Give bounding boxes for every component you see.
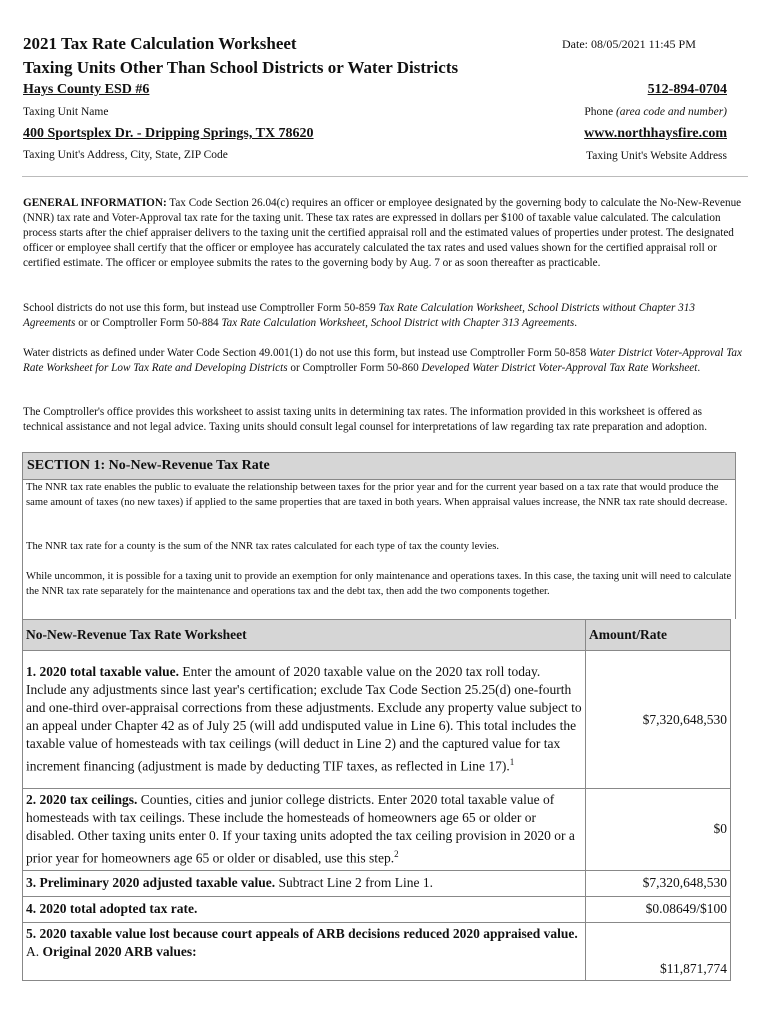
taxing-unit-name-label: Taxing Unit Name bbox=[23, 106, 109, 118]
comptroller-note: The Comptroller's office provides this worksheet to assist taxing units in determining tax rates. The information provided in this worksheet is offered as technical assistance and not legal advice. Taxing units should consult legal counsel for interpretations of law regarding tax rate preparation and adoption. bbox=[23, 406, 708, 433]
section-1-intro bbox=[22, 479, 736, 619]
line-4-amount: $0.08649/$100 bbox=[586, 896, 731, 922]
table-row bbox=[23, 651, 731, 789]
nnr-worksheet-table bbox=[22, 619, 731, 981]
table-row bbox=[23, 896, 731, 922]
header-divider bbox=[22, 176, 748, 177]
line-1-amount: $7,320,648,530 bbox=[586, 651, 731, 789]
school-districts-note: School districts do not use this form, but instead use Comptroller Form 50-859 Tax Rate Calculation Worksheet, School Districts without Chapter 313 Agreements or or Comptroller Form 50-884 Tax Rate Calculation Worksheet, School District with Chapter 313 Agreements. bbox=[23, 302, 695, 329]
line-3-description: 3. Preliminary 2020 adjusted taxable value. Subtract Line 2 from Line 1. bbox=[23, 870, 586, 896]
line-4-description: 4. 2020 total adopted tax rate. bbox=[23, 896, 586, 922]
line-2-amount: $0 bbox=[586, 789, 731, 871]
phone-number: 512-894-0704 bbox=[647, 82, 727, 97]
date-stamp: Date: 08/05/2021 11:45 PM bbox=[562, 37, 696, 51]
table-row bbox=[23, 922, 731, 980]
table-row bbox=[23, 870, 731, 896]
taxing-unit-name: Hays County ESD #6 bbox=[23, 82, 150, 97]
phone-label: Phone (area code and number) bbox=[584, 106, 727, 118]
column-header-amount: Amount/Rate bbox=[586, 620, 731, 651]
table-header-row bbox=[23, 620, 731, 651]
section-1-heading: SECTION 1: No-New-Revenue Tax Rate bbox=[22, 452, 736, 480]
website-label: Taxing Unit's Website Address bbox=[586, 150, 727, 162]
taxing-unit-address: 400 Sportsplex Dr. - Dripping Springs, TX 78620 bbox=[23, 126, 314, 141]
section-1-paragraph: While uncommon, it is possible for a taxing unit to provide an exemption for only maintenance and operations taxes. In this case, the taxing unit will need to calculate the NNR tax rate separately for the maintenance and operations tax and the debt tax, then add the two components together. bbox=[26, 571, 732, 597]
column-header-description: No-New-Revenue Tax Rate Worksheet bbox=[23, 620, 586, 651]
section-1-paragraph: The NNR tax rate enables the public to evaluate the relationship between taxes for the prior year and for the current year based on a tax rate that would produce the same amount of taxes (no new taxes) if applied to the same properties that are taxed in both years. When appraisal values increase, the NNR tax rate should decrease. bbox=[26, 482, 728, 508]
section-1-paragraph: The NNR tax rate for a county is the sum of the NNR tax rates calculated for each type of tax the county levies. bbox=[26, 541, 500, 552]
worksheet-title: 2021 Tax Rate Calculation Worksheet bbox=[23, 34, 297, 53]
table-row bbox=[23, 789, 731, 871]
taxing-unit-address-label: Taxing Unit's Address, City, State, ZIP Code bbox=[23, 149, 228, 161]
worksheet-subtitle: Taxing Units Other Than School Districts or Water Districts bbox=[23, 58, 459, 77]
line-3-amount: $7,320,648,530 bbox=[586, 870, 731, 896]
line-5-description: 5. 2020 taxable value lost because court appeals of ARB decisions reduced 2020 appraised value. A. Original 2020 ARB values: bbox=[23, 922, 586, 980]
water-districts-note: Water districts as defined under Water Code Section 49.001(1) do not use this form, but instead use Comptroller Form 50-858 Water District Voter-Approval Tax Rate Worksheet for Low Tax Rate and Developing Districts or Comptroller Form 50-860 Developed Water District Voter-Approval Tax Rate Worksheet. bbox=[23, 347, 742, 374]
general-information: GENERAL INFORMATION: Tax Code Section 26.04(c) requires an officer or employee designated by the governing body to calculate the No-New-Revenue (NNR) tax rate and Voter-Approval tax rate for the taxing unit. These tax rates are expressed in dollars per $100 of taxable value calculated. The calculation process starts after the chief appraiser delivers to the taxing unit the certified appraisal roll and the estimated values of properties under protest. The designated officer or employee shall certify that the officer or employee has accurately calculated the tax rates and used values shown for the certified appraisal roll or certified estimate. The officer or employee submits the rates to the governing body by Aug. 7 or as soon thereafter as practicable. bbox=[23, 197, 742, 269]
line-1-description: 1. 2020 total taxable value. Enter the amount of 2020 taxable value on the 2020 tax roll today. Include any adjustments since last year's certification; exclude Tax Code Section 25.25(d) one-fourth and one-third over-appraisal corrections from these adjustments. Exclude any property value subject to an appeal under Chapter 42 as of July 25 (will add undisputed value in Line 6). This total includes the taxable value of homesteads with tax ceilings (will deduct in Line 2) and the captured value for tax increment financing (adjustment is made by deducting TIF taxes, as reflected in Line 17).$^1$ bbox=[23, 651, 586, 789]
line-5a-amount: $11,871,774 bbox=[586, 922, 731, 980]
website-link[interactable]: www.northhaysfire.com bbox=[584, 126, 727, 141]
line-2-description: 2. 2020 tax ceilings. Counties, cities and junior college districts. Enter 2020 total taxable value of homesteads with tax ceilings. These include the homesteads of homeowners age 65 or older or disabled. Other taxing units enter 0. If your taxing units adopted the tax ceiling provision in 2020 or a prior year for homeowners age 65 or older or disabled, use this step.$^2$ bbox=[23, 789, 586, 871]
